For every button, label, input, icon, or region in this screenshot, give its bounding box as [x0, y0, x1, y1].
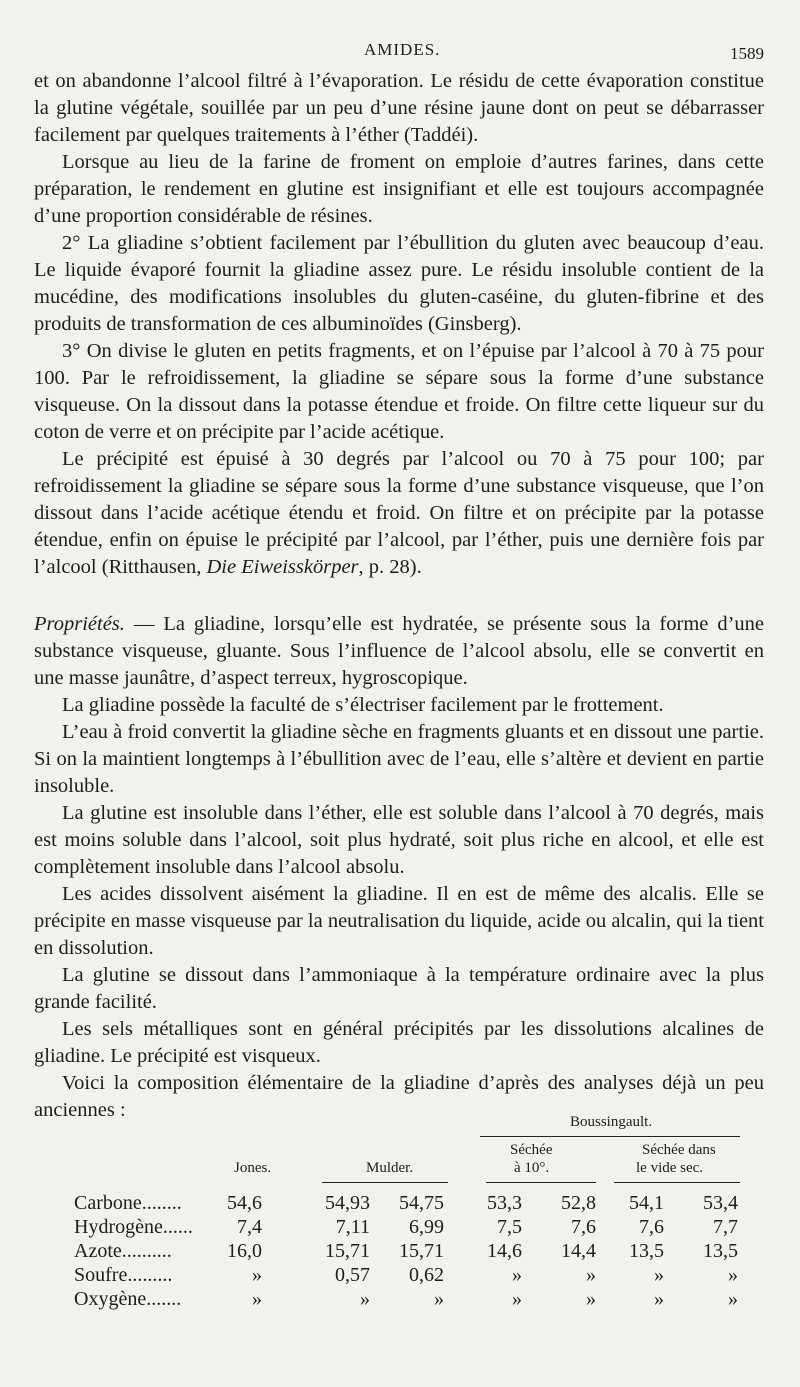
- page-number: 1589: [730, 44, 764, 63]
- table-row-label: Azote..........: [74, 1240, 172, 1262]
- body-text: [34, 68, 764, 1124]
- table-cell: 7,6: [571, 1216, 596, 1238]
- paragraph: L’eau à froid convertit la gliadine sèche en fragments gluants et en dissout une partie. Si on la maintient longtemps à l’ébullition avec de l’eau, elle s’altère et devient en partie insoluble.: [34, 721, 764, 797]
- table-cell: »: [434, 1288, 444, 1310]
- paragraph: [34, 446, 764, 581]
- table-cell: »: [252, 1288, 262, 1310]
- column-header: Mulder.: [366, 1160, 414, 1176]
- section-heading: Propriétés.: [34, 613, 125, 635]
- running-head: AMIDES.: [364, 40, 441, 59]
- paragraph-text: La gliadine, lorsqu’elle est hydratée, se présente sous la forme d’une substance visqueuse, gluante. Sous l’influence de l’alcool absolu, elle se convertit en une masse jaunâtre, d’aspect terreux, hygroscopique.: [34, 613, 764, 689]
- table-cell: »: [252, 1264, 262, 1286]
- page-header: [0, 40, 800, 64]
- composition-table: [30, 1114, 770, 1310]
- table-cell: 7,7: [713, 1216, 738, 1238]
- group-rule: [480, 1136, 740, 1137]
- table-cell: 15,71: [325, 1240, 370, 1262]
- paragraph: La glutine est insoluble dans l’éther, elle est soluble dans l’alcool à 70 degrés, mais est moins soluble dans l’alcool, soit plus hydraté, soit plus riche en alcool, et elle est complètement insoluble dans l’alcool absolu.: [34, 802, 764, 878]
- table-cell: 7,4: [237, 1216, 262, 1238]
- sub-header: Séchée: [510, 1142, 553, 1158]
- table-cell: 54,93: [325, 1192, 370, 1214]
- table-cell: 15,71: [399, 1240, 444, 1262]
- table-cell: 13,5: [629, 1240, 664, 1262]
- table-cell: 7,5: [497, 1216, 522, 1238]
- table-cell: »: [512, 1288, 522, 1310]
- table-cell: 14,4: [561, 1240, 596, 1262]
- table-cell: »: [586, 1288, 596, 1310]
- paragraph: 2° La gliadine s’obtient facilement par l’ébullition du gluten avec beaucoup d’eau. Le liquide évaporé fournit la gliadine assez pure. Le résidu insoluble contient de la mucédine, des modifications insolubles du gluten-caséine, du gluten-fibrine et des produits de transformation de ces albuminoïdes (Ginsberg).: [34, 232, 764, 335]
- table-cell: »: [654, 1264, 664, 1286]
- table-cell: »: [360, 1288, 370, 1310]
- table-cell: 0,57: [335, 1264, 370, 1286]
- table-cell: 54,1: [629, 1192, 664, 1214]
- sub-header: le vide sec.: [636, 1160, 704, 1176]
- table-row-label: Hydrogène......: [74, 1216, 193, 1238]
- table-cell: 54,75: [399, 1192, 444, 1214]
- table-cell: 13,5: [703, 1240, 738, 1262]
- group-header: Boussingault.: [570, 1114, 653, 1130]
- table-row-label: Soufre.........: [74, 1264, 173, 1286]
- table-cell: 16,0: [227, 1240, 262, 1262]
- citation-page: , p. 28).: [358, 556, 422, 578]
- column-rule: [614, 1182, 740, 1183]
- table-cell: »: [512, 1264, 522, 1286]
- paragraph: 3° On divise le gluten en petits fragments, et on l’épuise par l’alcool à 70 à 75 pour 100. Par le refroidissement, la gliadine se sépare sous la forme d’une substance visqueuse. On la dissout dans la potasse étendue et froide. On filtre cette liqueur sur du coton de verre et on précipite par l’acide acétique.: [34, 340, 764, 443]
- sub-header: à 10°.: [514, 1160, 550, 1176]
- table-row-label: Carbone........: [74, 1192, 182, 1214]
- sub-header: Séchée dans: [642, 1142, 716, 1158]
- table-cell: 53,4: [703, 1192, 738, 1214]
- table-cell: 0,62: [409, 1264, 444, 1286]
- paragraph: Lorsque au lieu de la farine de froment on emploie d’autres farines, dans cette préparation, le rendement en glutine est insignifiant et elle est toujours accompagnée d’une proportion considérable de résines.: [34, 151, 764, 227]
- table-cell: 53,3: [487, 1192, 522, 1214]
- paragraph: Les acides dissolvent aisément la gliadine. Il en est de même des alcalis. Elle se précipite en masse visqueuse par la neutralisation du liquide, acide ou alcalin, qui la tient en dissolution.: [34, 883, 764, 959]
- table-cell: »: [728, 1264, 738, 1286]
- table-cell: 52,8: [561, 1192, 596, 1214]
- table-cell: 7,11: [335, 1216, 370, 1238]
- table-cell: 7,6: [639, 1216, 664, 1238]
- table-cell: »: [728, 1288, 738, 1310]
- paragraph: et on abandonne l’alcool filtré à l’évaporation. Le résidu de cette évaporation constitue la glutine végétale, souillée par un peu d’une résine jaune dont on peut se débarrasser facilement par quelques traitements à l’éther (Taddéi).: [34, 70, 764, 146]
- table-cell: »: [586, 1264, 596, 1286]
- table-row-label: Oxygène.......: [74, 1288, 182, 1310]
- book-title: Die Eiweisskörper: [206, 556, 359, 578]
- paragraph-text: Le précipité est épuisé à 30 degrés par l’alcool ou 70 à 75 pour 100; par refroidissement la gliadine se sépare sous la forme d’une substance visqueuse, que l’on dissout dans l’acide acétique étendu et froid. On filtre et on précipite par la potasse étendue, enfin on épuise le précipité par l’alcool, par l’éther, puis une dernière fois par l’alcool (Ritthausen,: [34, 448, 764, 578]
- paragraph: La gliadine possède la faculté de s’électriser facilement par le frottement.: [62, 694, 664, 716]
- column-rule: [322, 1182, 448, 1183]
- table-cell: »: [654, 1288, 664, 1310]
- column-header: Jones.: [234, 1160, 272, 1176]
- properties-paragraph: [34, 611, 764, 692]
- paragraph: Voici la composition élémentaire de la gliadine d’après des analyses déjà un peu anciennes :: [34, 1072, 764, 1121]
- table-cell: 6,99: [409, 1216, 444, 1238]
- table-cell: 54,6: [227, 1192, 262, 1214]
- column-rule: [486, 1182, 596, 1183]
- paragraph: La glutine se dissout dans l’ammoniaque à la température ordinaire avec la plus grande facilité.: [34, 964, 764, 1013]
- table-cell: 14,6: [487, 1240, 522, 1262]
- paragraph: Les sels métalliques sont en général précipités par les dissolutions alcalines de gliadine. Le précipité est visqueux.: [34, 1018, 764, 1067]
- heading-dash: —: [124, 613, 164, 635]
